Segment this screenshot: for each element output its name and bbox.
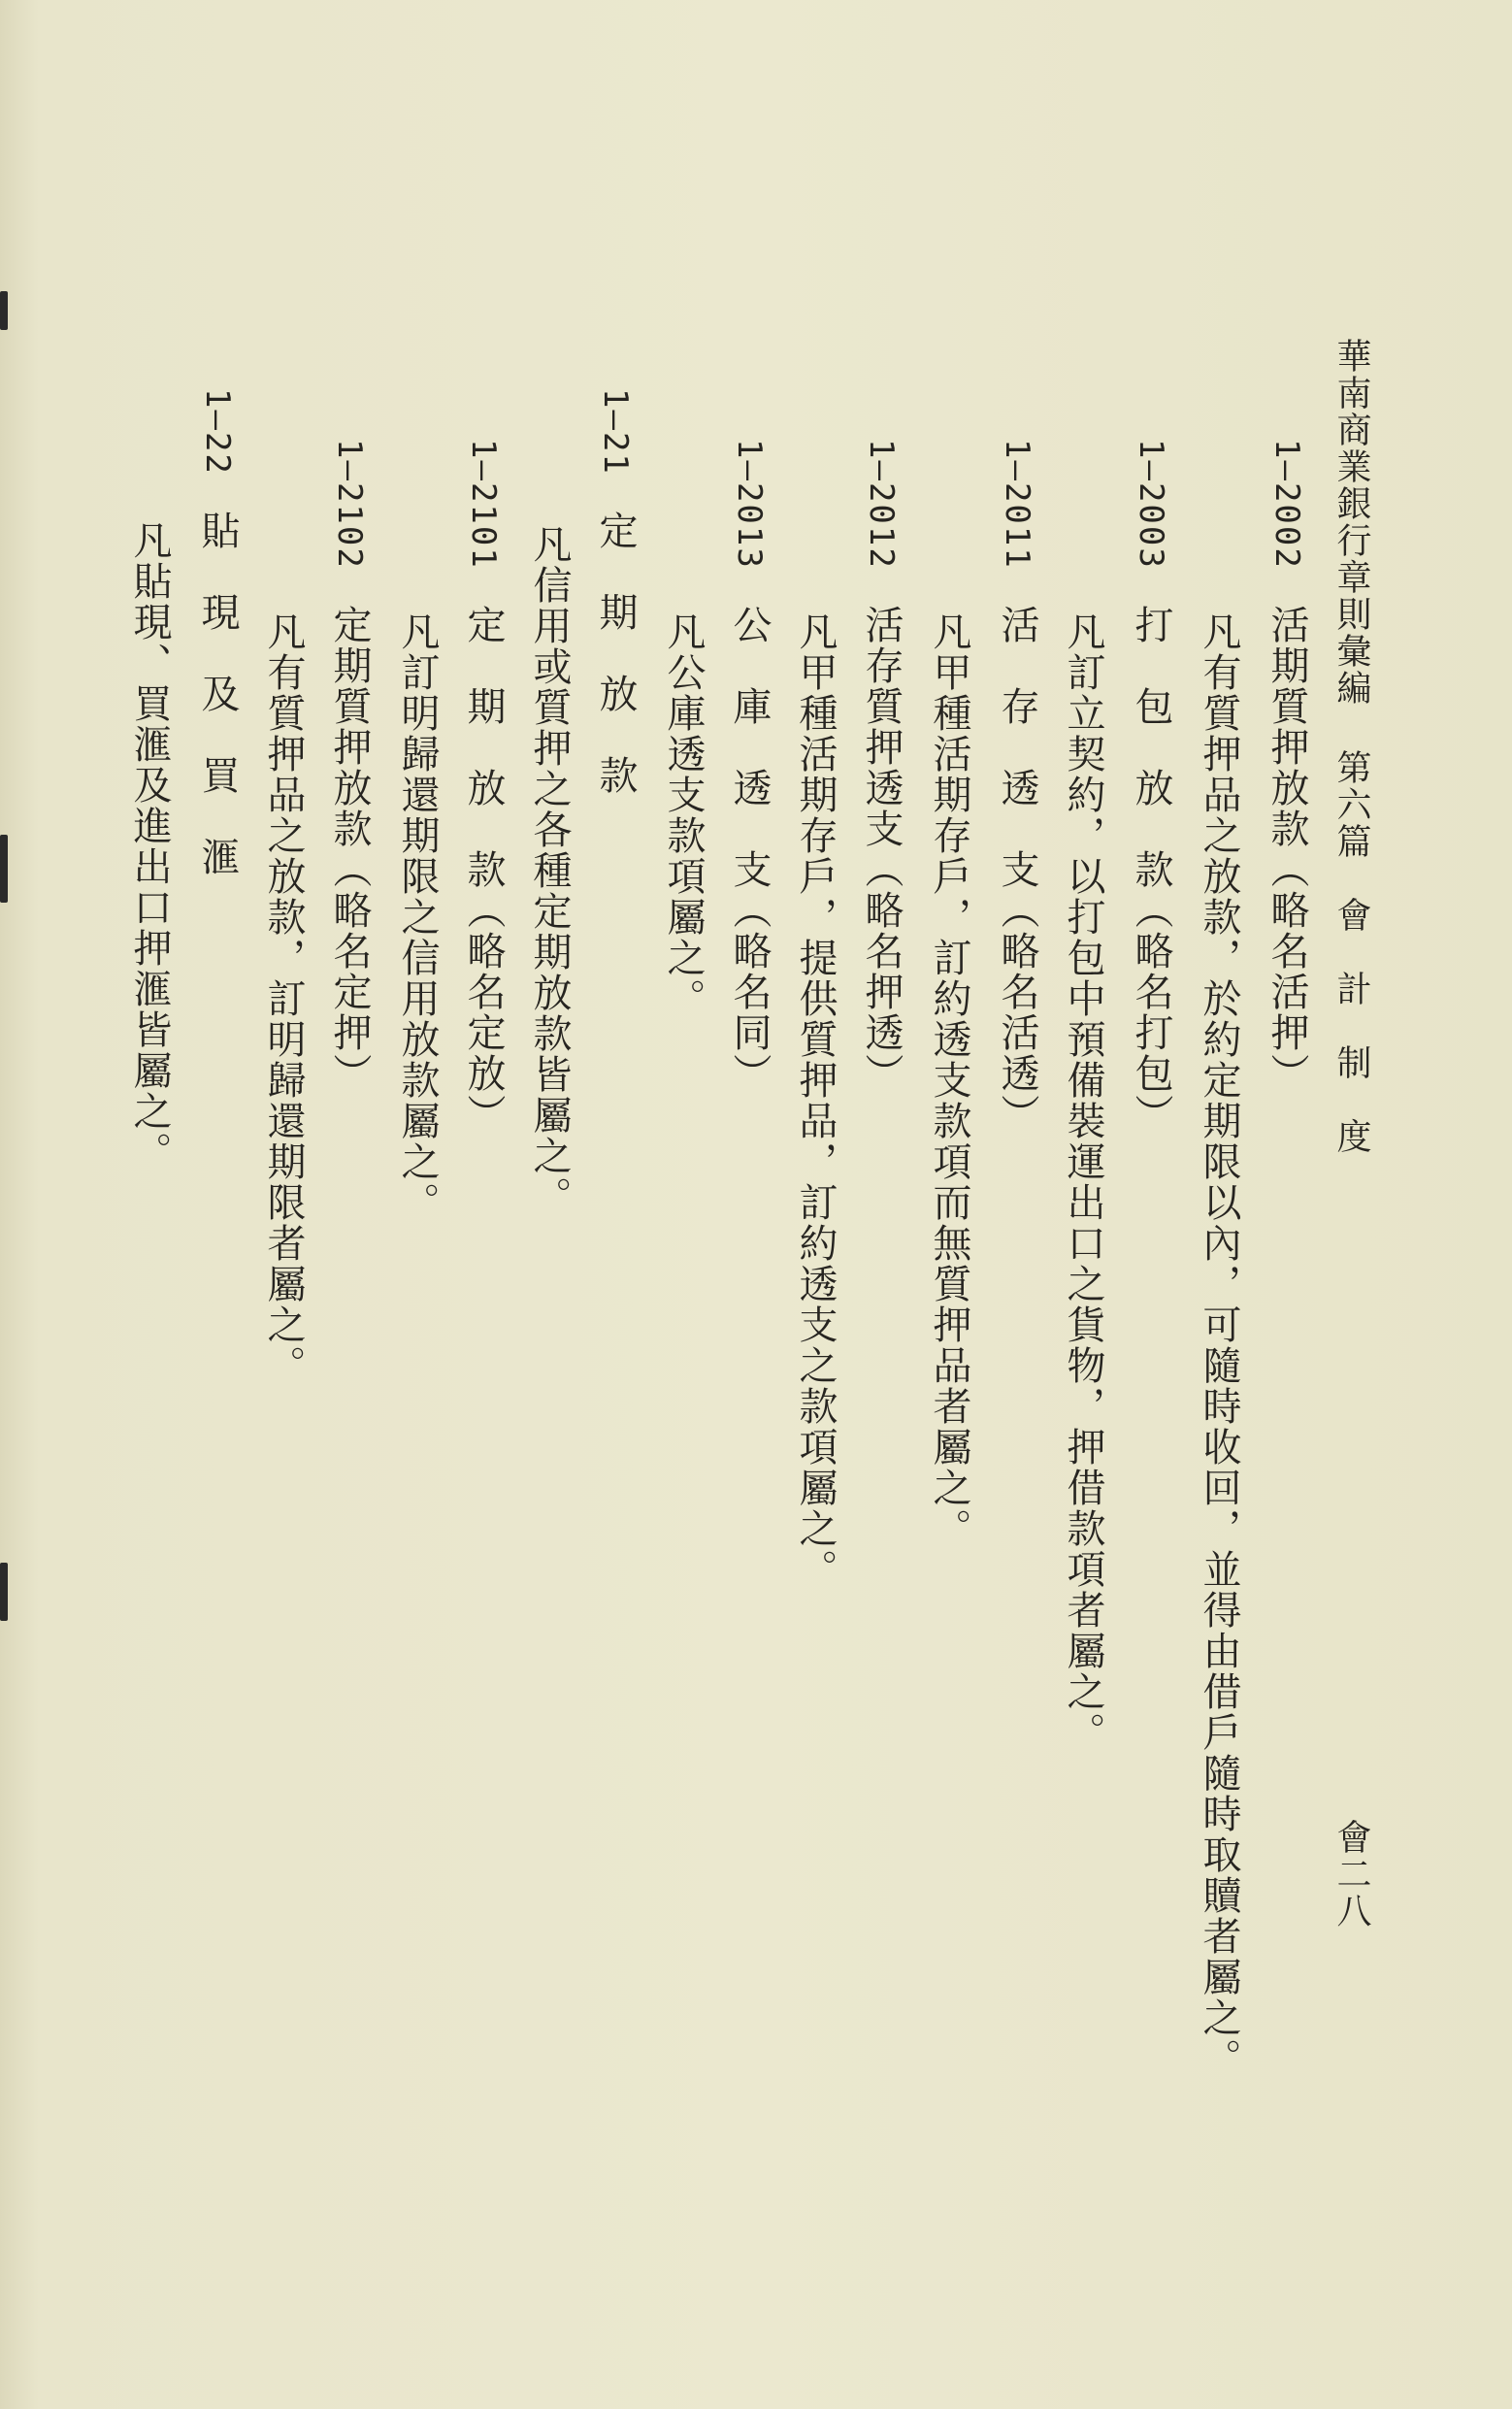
entry-heading: [727, 439, 772, 1094]
entry-code: 1—21: [596, 388, 635, 476]
entry-code: 1—2003: [1132, 439, 1170, 570]
entry-title: 定期質押放款（略名定押）: [327, 604, 372, 1094]
entry-heading: [1129, 439, 1173, 1135]
entry-code: 1—2002: [1267, 439, 1306, 570]
entry-body: 凡甲種活期存戶，訂約透支款項而無質押品者屬之。: [927, 611, 971, 1549]
entry-title: 打 包 放 款（略名打包）: [1129, 604, 1173, 1135]
book-title: 華南商業銀行章則彙編: [1331, 338, 1371, 707]
binding-mark: [0, 1563, 8, 1621]
entry-heading: [461, 439, 506, 1135]
entry-code: 1—2011: [998, 439, 1036, 570]
entry-title: 活期質押放款（略名活押）: [1265, 604, 1309, 1094]
entry-heading: [327, 439, 372, 1094]
entry-code: 1–2101: [464, 439, 503, 570]
entry-title: 定 期 放 款（略名定放）: [461, 604, 506, 1135]
entry-heading: [593, 388, 638, 796]
entry-heading: [195, 388, 240, 877]
chapter-title: 第六篇 會 計 制 度: [1331, 749, 1371, 1155]
binding-mark: [0, 291, 8, 330]
entry-heading: [1265, 439, 1309, 1094]
entry-body: 凡訂立契約，以打包中預備裝運出口之貨物，押借款項者屬之。: [1061, 611, 1105, 1753]
entry-body: 凡訂明歸還期限之信用放款屬之。: [395, 611, 440, 1223]
binding-mark: [0, 835, 8, 903]
entry-body: 凡貼現、買滙及進出口押滙皆屬之。: [127, 520, 172, 1172]
entry-heading: [995, 439, 1039, 1135]
entry-title: 貼 現 及 買 滙: [195, 510, 240, 877]
entry-code: 1—22: [198, 388, 237, 476]
page-number: 會二八: [1331, 1819, 1371, 1930]
entry-body: 凡有質押品之放款，於約定期限以內，可隨時收回，並得由借戶隨時取贖者屬之。: [1197, 611, 1241, 2079]
entry-heading: [859, 439, 904, 1094]
entry-code: 1—2013: [730, 439, 769, 570]
entry-title: 活 存 透 支（略名活透）: [995, 604, 1039, 1135]
entry-title: 公 庫 透 支（略名同）: [727, 604, 772, 1094]
entry-code: 1—2012: [862, 439, 901, 570]
entry-title: 定 期 放 款: [593, 510, 638, 796]
running-header: [1331, 338, 1371, 1155]
entry-code: 1—2102: [330, 439, 369, 570]
entry-title: 活存質押透支（略名押透）: [859, 604, 904, 1094]
entry-body: 凡甲種活期存戶，提供質押品，訂約透支之款項屬之。: [793, 611, 838, 1590]
entry-body: 凡公庫透支款項屬之。: [661, 611, 706, 1019]
entry-body: 凡有質押品之放款，訂明歸還期限者屬之。: [261, 611, 306, 1386]
entry-body: 凡信用或質押之各種定期放款皆屬之。: [527, 524, 572, 1217]
